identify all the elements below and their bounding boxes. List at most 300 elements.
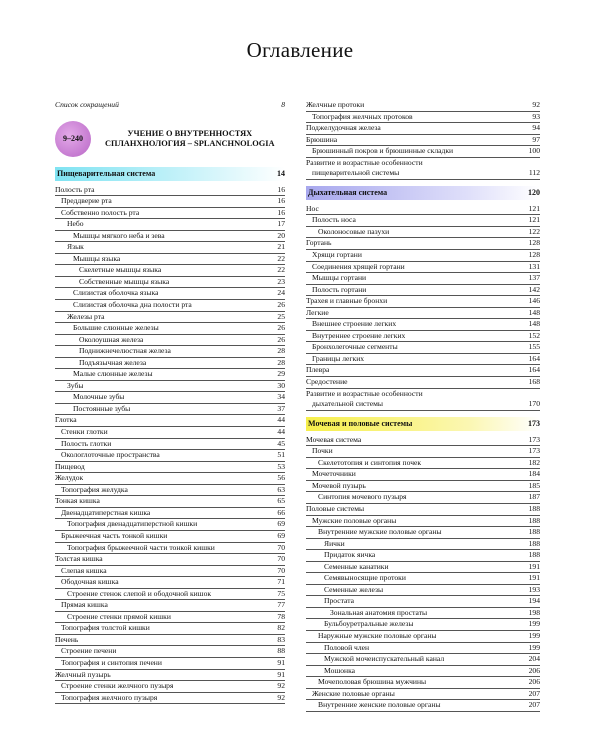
toc-label: Мышцы мягкого неба и зева xyxy=(73,230,165,240)
toc-page: 75 xyxy=(277,588,285,598)
toc-label: Мочеточники xyxy=(312,469,356,479)
toc-label: Постоянные зубы xyxy=(73,403,131,413)
toc-dev-digestive[interactable] xyxy=(306,158,540,180)
toc-entry[interactable] xyxy=(55,612,285,624)
section-label: Пищеварительная система xyxy=(57,168,156,178)
toc-entry[interactable] xyxy=(55,358,285,370)
toc-page: 92 xyxy=(277,681,285,691)
toc-page: 193 xyxy=(528,584,540,594)
section-label: Мочевая и половые системы xyxy=(308,418,413,428)
toc-label: Топография двенадцатиперстной кишки xyxy=(67,519,198,529)
toc-label: Молочные зубы xyxy=(73,392,125,402)
toc-label-line2: дыхательной системы xyxy=(312,399,384,409)
toc-page: 173 xyxy=(528,446,540,456)
toc-page: 131 xyxy=(528,261,540,271)
toc-label: Двенадцатиперстная кишка xyxy=(61,507,151,517)
toc-page: 71 xyxy=(277,577,285,587)
toc-page: 91 xyxy=(277,657,285,667)
toc-entry[interactable] xyxy=(306,204,540,216)
toc-page: 70 xyxy=(277,565,285,575)
toc-page: 16 xyxy=(277,207,285,217)
toc-page: 20 xyxy=(277,230,285,240)
toc-page: 188 xyxy=(528,515,540,525)
toc-label: Собственно полость рта xyxy=(61,207,140,217)
toc-page: 17 xyxy=(277,219,285,229)
toc-label: Внутренние мужские половые органы xyxy=(318,527,442,537)
toc-page: 92 xyxy=(532,100,540,109)
toc-page: 30 xyxy=(277,380,285,390)
toc-entry[interactable] xyxy=(306,527,540,539)
toc-label: Мышцы языка xyxy=(73,253,121,263)
toc-entry[interactable] xyxy=(55,288,285,300)
toc-label: Окологлоточные пространства xyxy=(61,450,160,460)
toc-label: Стенки глотки xyxy=(61,427,108,437)
toc-page: 16 xyxy=(277,196,285,206)
toc-page: 194 xyxy=(528,596,540,606)
toc-page: 44 xyxy=(277,427,285,437)
toc-label: Полость носа xyxy=(312,215,356,225)
toc-entry[interactable] xyxy=(306,238,540,250)
toc-label: Строение стенок слепой и ободочной кишок xyxy=(67,588,212,598)
toc-label: Простата xyxy=(324,596,355,606)
toc-entry[interactable] xyxy=(306,285,540,297)
toc-page: 37 xyxy=(277,403,285,413)
toc-entry[interactable] xyxy=(306,331,540,343)
toc-entry[interactable] xyxy=(306,215,540,227)
toc-entry[interactable] xyxy=(55,508,285,520)
toc-label: Хрящи гортани xyxy=(312,250,362,260)
toc-entries-respiratory xyxy=(306,204,540,389)
toc-entry[interactable] xyxy=(55,231,285,243)
toc-entry[interactable] xyxy=(55,623,285,635)
toc-label: Скелетотопия и синтопия почек xyxy=(318,457,422,467)
toc-entry[interactable] xyxy=(306,100,540,112)
toc-label-line2: пищеварительной системы xyxy=(312,168,400,178)
toc-page: 70 xyxy=(277,554,285,564)
toc-entry[interactable] xyxy=(55,335,285,347)
toc-entry[interactable] xyxy=(306,458,540,470)
toc-entry[interactable] xyxy=(55,196,285,208)
toc-label: Границы легких xyxy=(312,353,365,363)
toc-page: 206 xyxy=(528,665,540,675)
toc-page: 146 xyxy=(528,296,540,306)
toc-entry[interactable] xyxy=(306,250,540,262)
toc-entry[interactable] xyxy=(55,219,285,231)
toc-label: Почки xyxy=(312,446,333,456)
toc-entry[interactable] xyxy=(306,227,540,239)
toc-page: 82 xyxy=(277,623,285,633)
toc-label: Язык xyxy=(67,242,84,252)
toc-page: 121 xyxy=(528,203,540,213)
toc-entry[interactable] xyxy=(55,312,285,324)
toc-entry[interactable] xyxy=(306,677,540,689)
toc-entry[interactable] xyxy=(306,492,540,504)
toc-entry[interactable] xyxy=(55,543,285,555)
toc-page: 188 xyxy=(528,503,540,513)
toc-entry[interactable] xyxy=(306,123,540,135)
section-respiratory[interactable] xyxy=(306,186,540,200)
toc-entry[interactable] xyxy=(306,585,540,597)
toc-label: Женские половые органы xyxy=(312,688,395,698)
toc-page: 65 xyxy=(277,496,285,506)
toc-label: Список сокращений xyxy=(55,100,119,109)
toc-label: Синтопия мочевого пузыря xyxy=(318,492,407,502)
toc-entry[interactable] xyxy=(306,689,540,701)
toc-page: 198 xyxy=(528,607,540,617)
toc-entry[interactable] xyxy=(306,596,540,608)
toc-entry[interactable] xyxy=(55,415,285,427)
toc-label: Полость рта xyxy=(55,184,95,194)
toc-label: Бульбоуретральные железы xyxy=(324,619,414,629)
toc-entry[interactable] xyxy=(55,392,285,404)
toc-page: 24 xyxy=(277,288,285,298)
toc-label: Печень xyxy=(55,634,79,644)
toc-entry[interactable] xyxy=(55,277,285,289)
toc-entry[interactable] xyxy=(306,435,540,447)
toc-label: Мочеполовая брюшина мужчины xyxy=(318,677,427,687)
toc-label: Мочевой пузырь xyxy=(312,480,366,490)
toc-label: Прямая кишка xyxy=(61,600,108,610)
toc-entry[interactable] xyxy=(55,265,285,277)
toc-entries-digestive xyxy=(55,185,285,705)
toc-label: Поднижнечелюстная железа xyxy=(79,346,171,356)
toc-page: 56 xyxy=(277,473,285,483)
toc-label: Малые слюнные железы xyxy=(73,369,153,379)
toc-page: 142 xyxy=(528,284,540,294)
toc-entry[interactable] xyxy=(55,681,285,693)
toc-entry[interactable] xyxy=(55,369,285,381)
toc-entry[interactable] xyxy=(306,308,540,320)
toc-label: Желчные протоки xyxy=(306,100,365,109)
toc-page: 199 xyxy=(528,642,540,652)
toc-label: Топография и синтопия печени xyxy=(61,657,162,667)
toc-page: 188 xyxy=(528,527,540,537)
toc-entry[interactable] xyxy=(55,531,285,543)
section-label: Дыхательная система xyxy=(308,187,388,197)
toc-label: Семявыносящие протоки xyxy=(324,573,406,583)
toc-page: 25 xyxy=(277,311,285,321)
toc-entry[interactable] xyxy=(306,342,540,354)
toc-page: 128 xyxy=(528,238,540,248)
toc-entry[interactable] xyxy=(55,670,285,682)
toc-page: 100 xyxy=(528,146,540,156)
toc-label: Тонкая кишка xyxy=(55,496,100,506)
toc-label: Собственные мышцы языка xyxy=(79,276,170,286)
toc-label: Небо xyxy=(67,219,84,229)
toc-entries-urogenital xyxy=(306,435,540,712)
toc-entry[interactable] xyxy=(55,450,285,462)
toc-page: 168 xyxy=(528,377,540,387)
toc-entry[interactable] xyxy=(55,427,285,439)
toc-entry[interactable] xyxy=(55,566,285,578)
toc-entry[interactable] xyxy=(55,646,285,658)
toc-page: 22 xyxy=(277,265,285,275)
toc-page: 185 xyxy=(528,480,540,490)
toc-entry[interactable] xyxy=(306,354,540,366)
toc-page: 28 xyxy=(277,346,285,356)
toc-label: Строение стенки прямой кишки xyxy=(67,611,171,621)
section-urogenital[interactable] xyxy=(306,417,540,431)
toc-label: Строение стенки желчного пузыря xyxy=(61,681,174,691)
toc-entry[interactable] xyxy=(55,473,285,485)
toc-label: Полость глотки xyxy=(61,438,112,448)
toc-page: 173 xyxy=(528,434,540,444)
toc-page: 188 xyxy=(528,538,540,548)
toc-entry[interactable] xyxy=(55,589,285,601)
toc-label: Семенные канатики xyxy=(324,561,389,571)
toc-page: 97 xyxy=(532,134,540,144)
toc-entry[interactable] xyxy=(306,146,540,158)
toc-page: 155 xyxy=(528,342,540,352)
toc-page: 187 xyxy=(528,492,540,502)
toc-page: 70 xyxy=(277,542,285,552)
toc-page: 92 xyxy=(277,692,285,702)
toc-label: Топография толстой кишки xyxy=(61,623,150,633)
toc-label: Внешнее строение легких xyxy=(312,319,397,329)
toc-label: Глотка xyxy=(55,415,77,425)
toc-label: Наружные мужские половые органы xyxy=(318,630,437,640)
toc-label: Мочевая система xyxy=(306,434,362,444)
toc-label: Мошонка xyxy=(324,665,356,675)
toc-page: 170 xyxy=(528,399,540,409)
toc-page: 184 xyxy=(528,469,540,479)
chapter-title-line1: УЧЕНИЕ О ВНУТРЕННОСТЯХ xyxy=(127,128,253,138)
toc-label: Околоушная железа xyxy=(79,334,144,344)
toc-page: 164 xyxy=(528,365,540,375)
toc-label: Скелетные мышцы языка xyxy=(79,265,162,275)
toc-label: Зубы xyxy=(67,380,84,390)
toc-page: 66 xyxy=(277,507,285,517)
section-page: 173 xyxy=(528,418,540,428)
toc-label-line1: Развитие и возрастные особенности xyxy=(306,388,423,398)
toc-entry[interactable] xyxy=(306,666,540,678)
toc-page: 191 xyxy=(528,561,540,571)
toc-entry[interactable] xyxy=(306,550,540,562)
toc-page: 191 xyxy=(528,573,540,583)
toc-page: 164 xyxy=(528,353,540,363)
toc-page: 199 xyxy=(528,619,540,629)
toc-page: 206 xyxy=(528,677,540,687)
toc-page: 204 xyxy=(528,654,540,664)
toc-label: Семенные железы xyxy=(324,584,384,594)
toc-label: Строение печени xyxy=(61,646,117,656)
section-page: 120 xyxy=(528,187,540,197)
toc-page: 188 xyxy=(528,550,540,560)
toc-label: Придаток яичка xyxy=(324,550,376,560)
toc-entry[interactable] xyxy=(55,554,285,566)
toc-page: 45 xyxy=(277,438,285,448)
toc-entry[interactable] xyxy=(306,365,540,377)
toc-page: 16 xyxy=(277,184,285,194)
toc-label: Половой член xyxy=(324,642,370,652)
toc-entry[interactable] xyxy=(55,381,285,393)
toc-page: 128 xyxy=(528,250,540,260)
toc-entry[interactable] xyxy=(306,135,540,147)
toc-label: Топография желчных протоков xyxy=(312,111,413,121)
toc-label: Пищевод xyxy=(55,461,85,471)
toc-entry[interactable] xyxy=(306,319,540,331)
toc-page: 91 xyxy=(277,669,285,679)
chapter-title xyxy=(105,129,275,149)
toc-label: Бронхолегочные сегменты xyxy=(312,342,398,352)
toc-label: Брюшинный покров и брюшинные складки xyxy=(312,146,454,156)
toc-page: 34 xyxy=(277,392,285,402)
chapter-heading xyxy=(55,119,285,159)
toc-entry[interactable] xyxy=(55,208,285,220)
toc-page: 207 xyxy=(528,700,540,710)
toc-dev-respiratory[interactable] xyxy=(306,389,540,411)
toc-entry[interactable] xyxy=(306,654,540,666)
toc-label: Желудок xyxy=(55,473,84,483)
toc-entry[interactable] xyxy=(306,262,540,274)
toc-label: Плевра xyxy=(306,365,330,375)
toc-entry[interactable] xyxy=(306,446,540,458)
toc-label: Железы рта xyxy=(67,311,105,321)
section-page: 14 xyxy=(277,168,285,178)
toc-entry[interactable] xyxy=(55,600,285,612)
toc-label: Ободочная кишка xyxy=(61,577,119,587)
toc-page: 26 xyxy=(277,300,285,310)
toc-label: Брюшина xyxy=(306,134,338,144)
toc-entry[interactable] xyxy=(306,631,540,643)
toc-page: 21 xyxy=(277,242,285,252)
toc-entry[interactable] xyxy=(55,242,285,254)
toc-label-line1: Развитие и возрастные особенности xyxy=(306,157,423,167)
toc-entry[interactable] xyxy=(55,346,285,358)
toc-entry[interactable] xyxy=(55,485,285,497)
toc-label: Слепая кишка xyxy=(61,565,107,575)
chapter-title-line2: СПЛАНХНОЛОГИЯ – SPLANCHNOLOGIA xyxy=(105,138,275,148)
toc-entry[interactable] xyxy=(306,619,540,631)
toc-entry[interactable] xyxy=(306,504,540,516)
toc-page: 8 xyxy=(281,100,285,109)
toc-label: Зональная анатомия простаты xyxy=(330,607,428,617)
toc-entry[interactable] xyxy=(306,608,540,620)
toc-entry[interactable] xyxy=(55,693,285,705)
toc-label: Яички xyxy=(324,538,345,548)
toc-page: 22 xyxy=(277,253,285,263)
toc-label: Полость гортани xyxy=(312,284,367,294)
toc-label: Околоносовые пазухи xyxy=(318,226,390,236)
toc-page: 26 xyxy=(277,334,285,344)
toc-label: Гортань xyxy=(306,238,332,248)
toc-entry[interactable] xyxy=(55,635,285,647)
toc-page: 77 xyxy=(277,600,285,610)
toc-entries-digestive-cont xyxy=(306,100,540,158)
toc-label: Внутреннее строение легких xyxy=(312,330,406,340)
toc-label: Желчный пузырь xyxy=(55,669,111,679)
toc-page: 112 xyxy=(528,168,540,178)
toc-entry[interactable] xyxy=(306,469,540,481)
toc-label: Слизистая оболочка языка xyxy=(73,288,159,298)
toc-entry[interactable] xyxy=(55,404,285,416)
toc-entry[interactable] xyxy=(306,481,540,493)
toc-label: Мужской мочеиспускательный канал xyxy=(324,654,445,664)
toc-page: 69 xyxy=(277,519,285,529)
toc-page: 137 xyxy=(528,273,540,283)
toc-abbreviations[interactable] xyxy=(55,100,285,111)
toc-label: Топография желчного пузыря xyxy=(61,692,158,702)
toc-label: Соединения хрящей гортани xyxy=(312,261,405,271)
toc-page: 51 xyxy=(277,450,285,460)
toc-entry[interactable] xyxy=(55,577,285,589)
toc-page: 44 xyxy=(277,415,285,425)
toc-entry[interactable] xyxy=(55,462,285,474)
toc-label: Поджелудочная железа xyxy=(306,123,381,133)
toc-entry[interactable] xyxy=(55,300,285,312)
toc-page: 63 xyxy=(277,484,285,494)
toc-label: Толстая кишка xyxy=(55,554,103,564)
toc-page: 93 xyxy=(532,111,540,121)
toc-entry[interactable] xyxy=(306,643,540,655)
chapter-page-badge: 9–240 xyxy=(55,121,91,157)
toc-page: 182 xyxy=(528,457,540,467)
page-title: Оглавление xyxy=(246,38,354,62)
toc-page: 152 xyxy=(528,330,540,340)
toc-entry[interactable] xyxy=(55,519,285,531)
toc-left-column xyxy=(55,100,285,704)
toc-entry[interactable] xyxy=(306,377,540,389)
toc-entry[interactable] xyxy=(55,323,285,335)
toc-page: 121 xyxy=(528,215,540,225)
toc-page: 26 xyxy=(277,323,285,333)
toc-label: Половые системы xyxy=(306,503,365,513)
toc-label: Брыжеечная часть тонкой кишки xyxy=(61,530,168,540)
toc-label: Подъязычная железа xyxy=(79,357,147,367)
toc-page: 199 xyxy=(528,630,540,640)
toc-entry[interactable] xyxy=(55,496,285,508)
toc-entry[interactable] xyxy=(306,539,540,551)
toc-entry[interactable] xyxy=(306,562,540,574)
toc-page: 148 xyxy=(528,319,540,329)
toc-entry[interactable] xyxy=(306,112,540,124)
toc-label: Легкие xyxy=(306,307,329,317)
toc-page: 88 xyxy=(277,646,285,656)
toc-page: 23 xyxy=(277,276,285,286)
toc-page: 28 xyxy=(277,357,285,367)
toc-page: 94 xyxy=(532,123,540,133)
toc-page: 78 xyxy=(277,611,285,621)
toc-label: Преддверие рта xyxy=(61,196,112,206)
toc-label: Мышцы гортани xyxy=(312,273,367,283)
toc-label: Нос xyxy=(306,203,319,213)
toc-entry[interactable] xyxy=(306,700,540,712)
toc-entry[interactable] xyxy=(306,296,540,308)
toc-page: 148 xyxy=(528,307,540,317)
toc-page: 29 xyxy=(277,369,285,379)
toc-label: Топография желудка xyxy=(61,484,128,494)
toc-entry[interactable] xyxy=(306,573,540,585)
toc-label: Внутренние женские половые органы xyxy=(318,700,441,710)
toc-entry[interactable] xyxy=(55,254,285,266)
toc-label: Топография брыжеечной части тонкой кишки xyxy=(67,542,215,552)
toc-right-column xyxy=(306,100,540,712)
toc-label: Слизистая оболочка дна полости рта xyxy=(73,300,192,310)
toc-label: Средостение xyxy=(306,377,348,387)
toc-entry[interactable] xyxy=(55,185,285,197)
toc-page: 207 xyxy=(528,688,540,698)
toc-page: 122 xyxy=(528,226,540,236)
toc-label: Трахея и главные бронхи xyxy=(306,296,388,306)
section-digestive[interactable] xyxy=(55,167,285,181)
toc-entry[interactable] xyxy=(55,439,285,451)
toc-label: Большие слюнные железы xyxy=(73,323,159,333)
toc-label: Мужские половые органы xyxy=(312,515,397,525)
toc-entry[interactable] xyxy=(55,658,285,670)
toc-page: 53 xyxy=(277,461,285,471)
toc-entry[interactable] xyxy=(306,516,540,528)
toc-entry[interactable] xyxy=(306,273,540,285)
